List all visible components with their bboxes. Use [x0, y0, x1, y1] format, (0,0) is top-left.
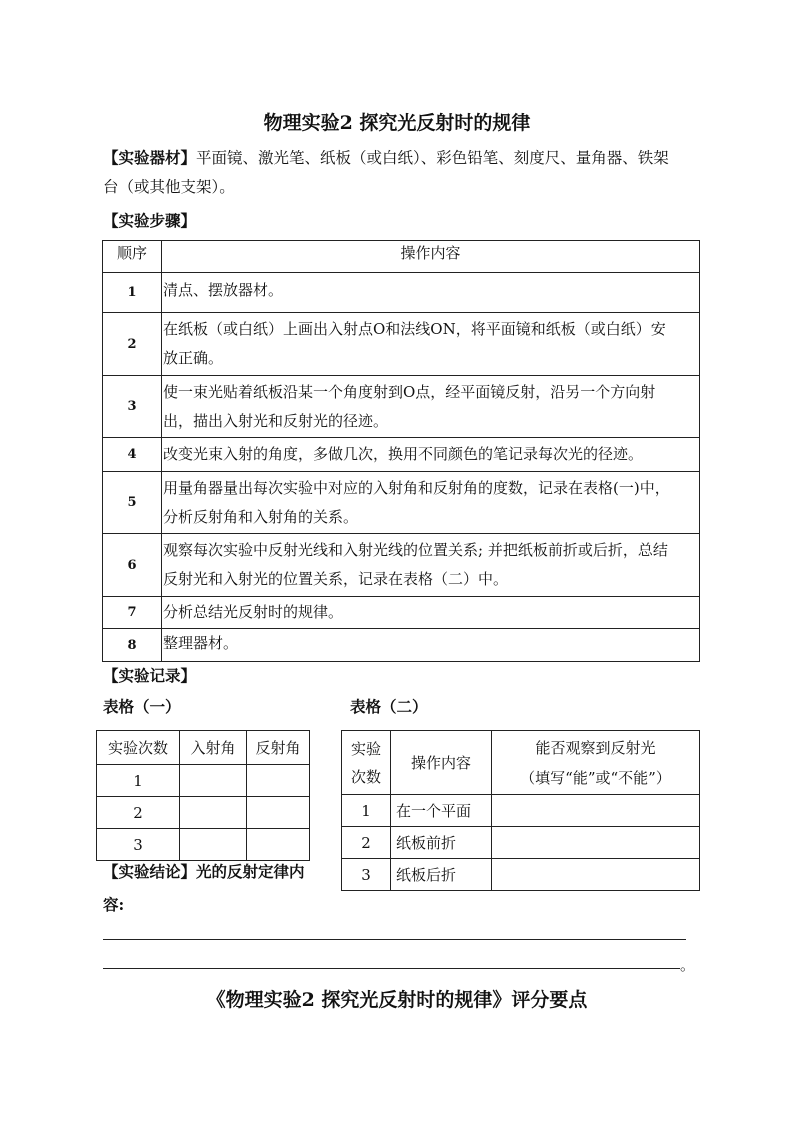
table1-reflection-cell[interactable] — [247, 829, 310, 861]
table2-operation: 在一个平面 — [391, 795, 492, 827]
table-row — [103, 273, 700, 313]
step-number: 3 — [103, 376, 162, 438]
record-heading: 【实验记录】 — [103, 666, 197, 685]
answer-line-1[interactable] — [103, 939, 686, 940]
step-content — [162, 273, 700, 313]
table-row — [97, 765, 310, 797]
table-row — [342, 795, 700, 827]
step-line: 在纸板（或白纸）上画出入射点O和法线ON，将平面镜和纸板（或白纸）安 — [163, 320, 666, 338]
conclusion-line-2: 容: — [103, 895, 125, 914]
table1-incidence-cell[interactable] — [180, 829, 247, 861]
step-content — [162, 534, 700, 597]
step-content — [162, 376, 700, 438]
table-row — [103, 313, 700, 376]
answer-line-2[interactable] — [103, 968, 680, 969]
table2-header-observe-line2: （填写“能”或“不能”） — [520, 768, 671, 787]
table2-header-row — [342, 731, 700, 795]
table1-header-trial: 实验次数 — [97, 731, 180, 765]
table2-header-trial — [342, 731, 391, 795]
table-row — [103, 376, 700, 438]
step-line: 改变光束入射的角度，多做几次，换用不同颜色的笔记录每次光的径迹。 — [163, 445, 644, 463]
table-one — [96, 730, 310, 861]
step-number: 4 — [103, 438, 162, 472]
table2-trial-number: 1 — [342, 795, 391, 827]
step-content — [162, 472, 700, 534]
table1-reflection-cell[interactable] — [247, 765, 310, 797]
step-number: 2 — [103, 313, 162, 376]
table-row — [103, 597, 700, 629]
table-row — [97, 797, 310, 829]
table1-header-reflection: 反射角 — [247, 731, 310, 765]
table1-header-row — [97, 731, 310, 765]
table1-reflection-cell[interactable] — [247, 797, 310, 829]
table2-operation: 纸板前折 — [391, 827, 492, 859]
steps-table — [102, 240, 700, 662]
step-content — [162, 597, 700, 629]
table2-header-observe-line1: 能否观察到反射光 — [535, 738, 656, 757]
step-content — [162, 313, 700, 376]
table2-observe-cell[interactable] — [492, 859, 700, 891]
table2-trial-number: 2 — [342, 827, 391, 859]
step-line: 整理器材。 — [163, 634, 239, 652]
table-row — [103, 629, 700, 662]
step-number: 7 — [103, 597, 162, 629]
step-line: 分析总结光反射时的规律。 — [163, 603, 344, 621]
step-content — [162, 629, 700, 662]
table-row — [103, 472, 700, 534]
table1-incidence-cell[interactable] — [180, 797, 247, 829]
table-row — [342, 827, 700, 859]
steps-heading: 【实验步骤】 — [103, 211, 197, 230]
page-title: 物理实验2 探究光反射时的规律 — [263, 112, 531, 134]
table-row — [103, 534, 700, 597]
table1-caption: 表格（一） — [103, 697, 181, 716]
table-row — [103, 438, 700, 472]
scoring-title: 《物理实验2 探究光反射时的规律》评分要点 — [206, 989, 588, 1011]
step-line: 用量角器量出每次实验中对应的入射角和反射角的度数，记录在表格(一)中， — [163, 478, 670, 497]
step-content — [162, 438, 700, 472]
table-two — [341, 730, 700, 891]
step-line: 放正确。 — [163, 349, 224, 367]
equipment-label: 【实验器材】 — [103, 148, 197, 167]
table-row — [97, 829, 310, 861]
steps-header-content: 操作内容 — [162, 241, 700, 273]
table2-header-observe — [492, 731, 700, 795]
table2-operation: 纸板后折 — [391, 859, 492, 891]
table2-header-operation: 操作内容 — [391, 731, 492, 795]
conclusion-line-1: 【实验结论】光的反射定律内 — [103, 862, 305, 881]
table2-header-trial-line2: 次数 — [350, 767, 381, 786]
equipment-line-1 — [103, 143, 703, 173]
step-line: 分析反射角和入射角的关系。 — [163, 507, 359, 526]
table1-trial-number: 3 — [97, 829, 180, 861]
steps-table-header-row — [103, 241, 700, 273]
step-line: 反射光和入射光的位置关系，记录在表格（二）中。 — [163, 570, 509, 588]
table2-caption: 表格（二） — [350, 697, 428, 716]
table2-header-trial-line1: 实验 — [350, 739, 381, 758]
step-line: 清点、摆放器材。 — [163, 281, 284, 299]
equipment-text: 平面镜、激光笔、纸板（或白纸）、彩色铅笔、刻度尺、量角器、铁架 — [196, 149, 669, 167]
table2-trial-number: 3 — [342, 859, 391, 891]
step-number: 8 — [103, 629, 162, 662]
step-line: 观察每次实验中反射光线和入射光线的位置关系; 并把纸板前折或后折，总结 — [163, 541, 668, 559]
table2-observe-cell[interactable] — [492, 827, 700, 859]
table1-header-incidence: 入射角 — [180, 731, 247, 765]
steps-header-order: 顺序 — [103, 241, 162, 273]
equipment-line-2: 台（或其他支架）。 — [103, 178, 235, 196]
equipment-section — [103, 143, 703, 202]
step-number: 1 — [103, 273, 162, 313]
table-row — [342, 859, 700, 891]
table1-trial-number: 1 — [97, 765, 180, 797]
step-number: 5 — [103, 472, 162, 534]
step-line: 使一束光贴着纸板沿某一个角度射到O点，经平面镜反射，沿另一个方向射 — [163, 382, 656, 401]
table2-observe-cell[interactable] — [492, 795, 700, 827]
step-number: 6 — [103, 534, 162, 597]
table1-trial-number: 2 — [97, 797, 180, 829]
step-line: 出，描出入射光和反射光的径迹。 — [163, 411, 389, 430]
table1-incidence-cell[interactable] — [180, 765, 247, 797]
answer-end-mark: 。 — [680, 956, 696, 974]
